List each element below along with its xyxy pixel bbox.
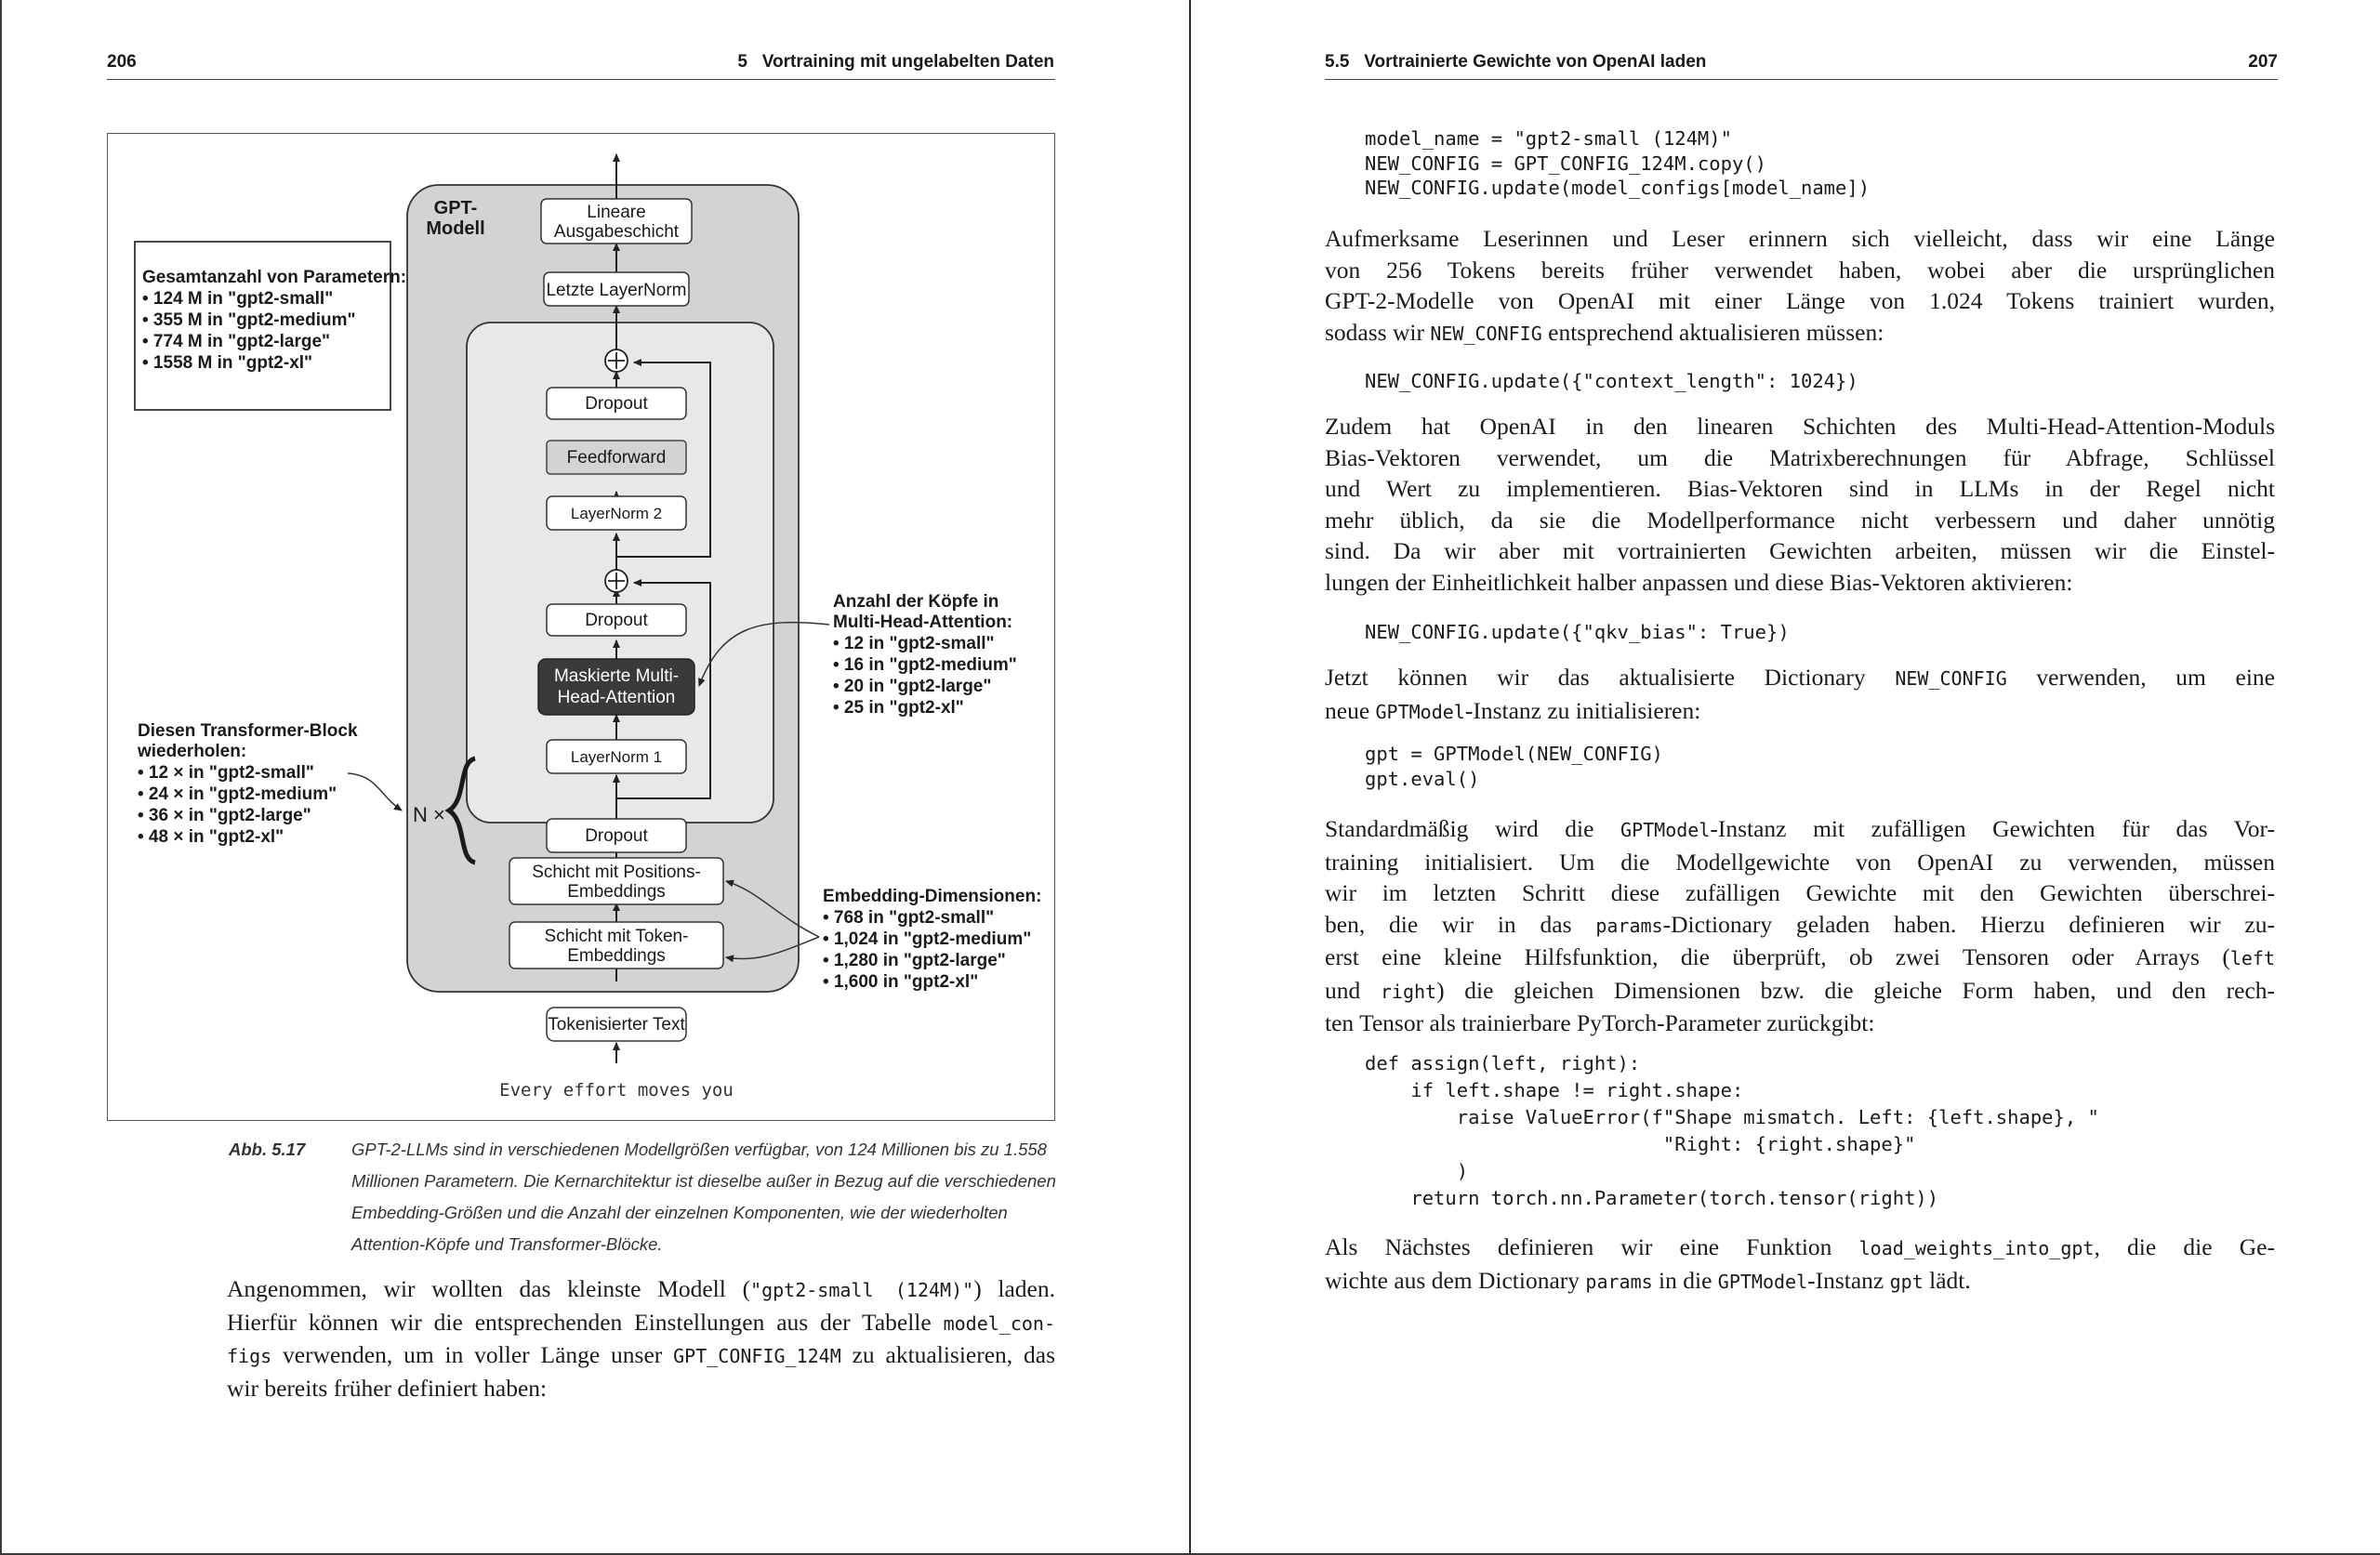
text-line: Angenommen, wir wollten das kleinste Modell ("gpt2-small (124M)") laden. [227, 1275, 1055, 1302]
left-body-paragraph [227, 1273, 1055, 1403]
figure-gpt2-architecture [107, 133, 1055, 1121]
embedding-item: • 768 in "gpt2-small" [823, 908, 995, 928]
embedding-item: • 1,280 in "gpt2-large" [823, 951, 1006, 970]
residual-add-node-bottom [605, 570, 628, 592]
left-page-number: 206 [107, 52, 137, 72]
figure-caption [229, 1134, 1056, 1260]
repeat-item: • 48 × in "gpt2-xl" [138, 827, 284, 847]
left-page [0, 0, 1189, 1555]
repeat-title: Diesen Transformer-Block [138, 721, 358, 741]
layernorm2-label: LayerNorm 2 [570, 505, 663, 522]
right-paragraph-4 [1325, 813, 2275, 1039]
text-line: GPT-2-Modelle von OpenAI mit einer Länge von 1.024 Tokens trainiert wurden, [1325, 287, 2275, 314]
text-line: und Wert zu implementieren. Bias-Vektoren sind in LLMs in der Regel nicht [1325, 475, 2275, 502]
output-layer-label-2: Ausgabeschicht [553, 222, 680, 242]
left-header-rule [107, 79, 1055, 80]
tokenized-text-label: Tokenisierter Text [548, 1015, 685, 1034]
right-paragraph-1 [1325, 223, 2275, 349]
dropout-bottom-label: Dropout [585, 826, 648, 846]
heads-title-2: Multi-Head-Attention: [833, 613, 1013, 632]
params-item: • 355 M in "gpt2-medium" [142, 310, 356, 330]
masked-attention-label: Maskierte Multi- [553, 666, 680, 686]
text-line: Standardmäßig wird die GPTModel-Instanz mit zufälligen Gewichten für das Vor- [1325, 815, 2276, 842]
text-line: Zudem hat OpenAI in den linearen Schichten des Multi-Head-Attention-Moduls [1325, 413, 2275, 440]
gpt-model-label: GPT- [433, 198, 478, 218]
text-line: Als Nächstes definieren wir eine Funktion load_weights_into_gpt, die die Ge- [1325, 1233, 2275, 1260]
masked-attention-label-2: Head-Attention [557, 688, 676, 707]
text-line: mehr üblich, da sie die Modellperformance nicht verbessern und daher unnötig [1325, 506, 2275, 534]
figure-caption-line: Millionen Parametern. Die Kernarchitektur ist dieselbe außer in Bezug auf die verschiedenen [351, 1171, 1056, 1191]
gpt-model-label-2: Modell [426, 218, 485, 239]
text-line: ben, die wir in das params-Dictionary geladen haben. Hierzu definieren wir zu- [1325, 910, 2275, 938]
text-line: wir im letzten Schritt diese zufälligen Gewichte mit den Gewichten überschrei- [1325, 879, 2275, 906]
input-text: Every effort moves you [499, 1080, 734, 1100]
params-item: • 124 M in "gpt2-small" [142, 289, 334, 309]
n-times-label: N × [413, 803, 445, 826]
left-running-header [0, 52, 1189, 72]
right-paragraph-5 [1325, 1232, 2275, 1298]
text-line: und right) die gleichen Dimensionen bzw. die gleiche Form haben, und den rech- [1325, 976, 2276, 1004]
repeat-item: • 12 × in "gpt2-small" [138, 763, 314, 783]
heads-item: • 25 in "gpt2-xl" [833, 698, 964, 718]
architecture-diagram [108, 134, 1054, 1120]
repeat-title-2: wiederholen: [138, 742, 247, 761]
text-line: von 256 Tokens bereits früher verwendet haben, wobei aber die ursprünglichen [1325, 256, 2275, 283]
figure-caption-label: Abb. 5.17 [229, 1140, 306, 1159]
params-title: Gesamtanzahl von Parametern: [142, 268, 407, 287]
code-block-qkv-bias: NEW_CONFIG.update({"qkv_bias": True}) [1365, 621, 1790, 643]
text-line: Aufmerksame Leserinnen und Leser erinnern sich vielleicht, dass wir eine Länge [1325, 225, 2275, 252]
text-line: erst eine kleine Hilfsfunktion, die überprüft, ob zwei Tensoren oder Arrays (left [1325, 943, 2275, 970]
figure-caption-line: GPT-2-LLMs sind in verschiedenen Modellgrößen verfügbar, von 124 Millionen bis zu 1.558 [351, 1140, 1047, 1159]
text-line: Bias-Vektoren verwendet, um die Matrixberechnungen für Abfrage, Schlüssel [1325, 443, 2275, 471]
text-line: wir bereits früher definiert haben: [227, 1374, 548, 1402]
text-line: figs verwenden, um in voller Länge unser GPT_CONFIG_124M zu aktualisieren, das [227, 1341, 1055, 1368]
code-block-config: model_name = "gpt2-small (124M)" NEW_CONFIG = GPT_CONFIG_124M.copy() NEW_CONFIG.update(model_configs[model_name]) [1365, 127, 1871, 199]
text-line: sodass wir NEW_CONFIG entsprechend aktualisieren müssen: [1325, 318, 1884, 346]
heads-item: • 16 in "gpt2-medium" [833, 655, 1017, 675]
dropout-top-label: Dropout [585, 394, 648, 414]
positional-embedding-label: Schicht mit Positions- [532, 863, 701, 882]
text-line: sind. Da wir aber mit vortrainierten Gewichten arbeiten, müssen wir die Einstel- [1325, 537, 2275, 564]
token-embedding-label-2: Embeddings [567, 946, 666, 966]
code-block-gpt-init: gpt = GPTModel(NEW_CONFIG) gpt.eval() [1365, 743, 1663, 790]
text-line: wichte aus dem Dictionary params in die GPTModel-Instanz gpt lädt. [1325, 1266, 1971, 1294]
text-line: training initialisiert. Um die Modellgewichte von OpenAI zu verwenden, müssen [1325, 848, 2275, 876]
layernorm1-label: LayerNorm 1 [570, 748, 663, 766]
code-block-assign-function: def assign(left, right): if left.shape != right.shape: raise ValueError(f"Shape mismatch. Left: {left.shape}, " "Right: {right.shape}" ) return torch.nn.Parameter(torch.tensor(right)) [1365, 1052, 2099, 1209]
positional-embedding-label-2: Embeddings [567, 882, 666, 902]
embedding-item: • 1,600 in "gpt2-xl" [823, 972, 979, 992]
output-layer-label: Lineare [587, 203, 646, 222]
right-paragraph-2 [1325, 411, 2275, 598]
repeat-item: • 36 × in "gpt2-large" [138, 806, 311, 825]
embedding-item: • 1,024 in "gpt2-medium" [823, 929, 1032, 949]
right-running-header [1191, 52, 2380, 72]
text-line: Hierfür können wir die entsprechenden Einstellungen aus der Tabelle model_con- [227, 1308, 1055, 1336]
final-layernorm-label: Letzte LayerNorm [546, 281, 687, 300]
params-item: • 774 M in "gpt2-large" [142, 332, 331, 351]
heads-item: • 12 in "gpt2-small" [833, 634, 995, 653]
heads-item: • 20 in "gpt2-large" [833, 677, 992, 696]
figure-caption-line: Attention-Köpfe und Transformer-Blöcke. [351, 1234, 663, 1254]
token-embedding-label: Schicht mit Token- [544, 927, 689, 946]
residual-add-node-top [605, 349, 628, 372]
repeat-item: • 24 × in "gpt2-medium" [138, 784, 337, 804]
feedforward-label: Feedforward [566, 448, 667, 468]
right-section-title: 5.5 Vortrainierte Gewichte von OpenAI laden [1325, 52, 1707, 72]
figure-caption-line: Embedding-Größen und die Anzahl der einzelnen Komponenten, wie der wiederholten [351, 1203, 1008, 1222]
right-page-number: 207 [2248, 52, 2278, 72]
heads-title: Anzahl der Köpfe in [833, 592, 999, 612]
text-line: lungen der Einheitlichkeit halber anpassen und diese Bias-Vektoren aktivieren: [1325, 568, 2073, 596]
right-header-rule [1325, 79, 2278, 80]
embedding-title: Embedding-Dimensionen: [823, 887, 1042, 906]
text-line: Jetzt können wir das aktualisierte Dictionary NEW_CONFIG verwenden, um eine [1325, 664, 2275, 691]
code-block-context-length: NEW_CONFIG.update({"context_length": 1024}) [1365, 370, 1858, 392]
right-page [1191, 0, 2380, 1555]
params-item: • 1558 M in "gpt2-xl" [142, 353, 313, 373]
left-chapter-title: 5 Vortraining mit ungelabelten Daten [737, 52, 1054, 72]
dropout-mid-label: Dropout [585, 611, 648, 630]
right-paragraph-3 [1325, 662, 2275, 728]
repeat-pointer [348, 773, 402, 810]
text-line: ten Tensor als trainierbare PyTorch-Parameter zurückgibt: [1325, 1009, 1875, 1036]
text-line: neue GPTModel-Instanz zu initialisieren: [1325, 696, 1701, 724]
